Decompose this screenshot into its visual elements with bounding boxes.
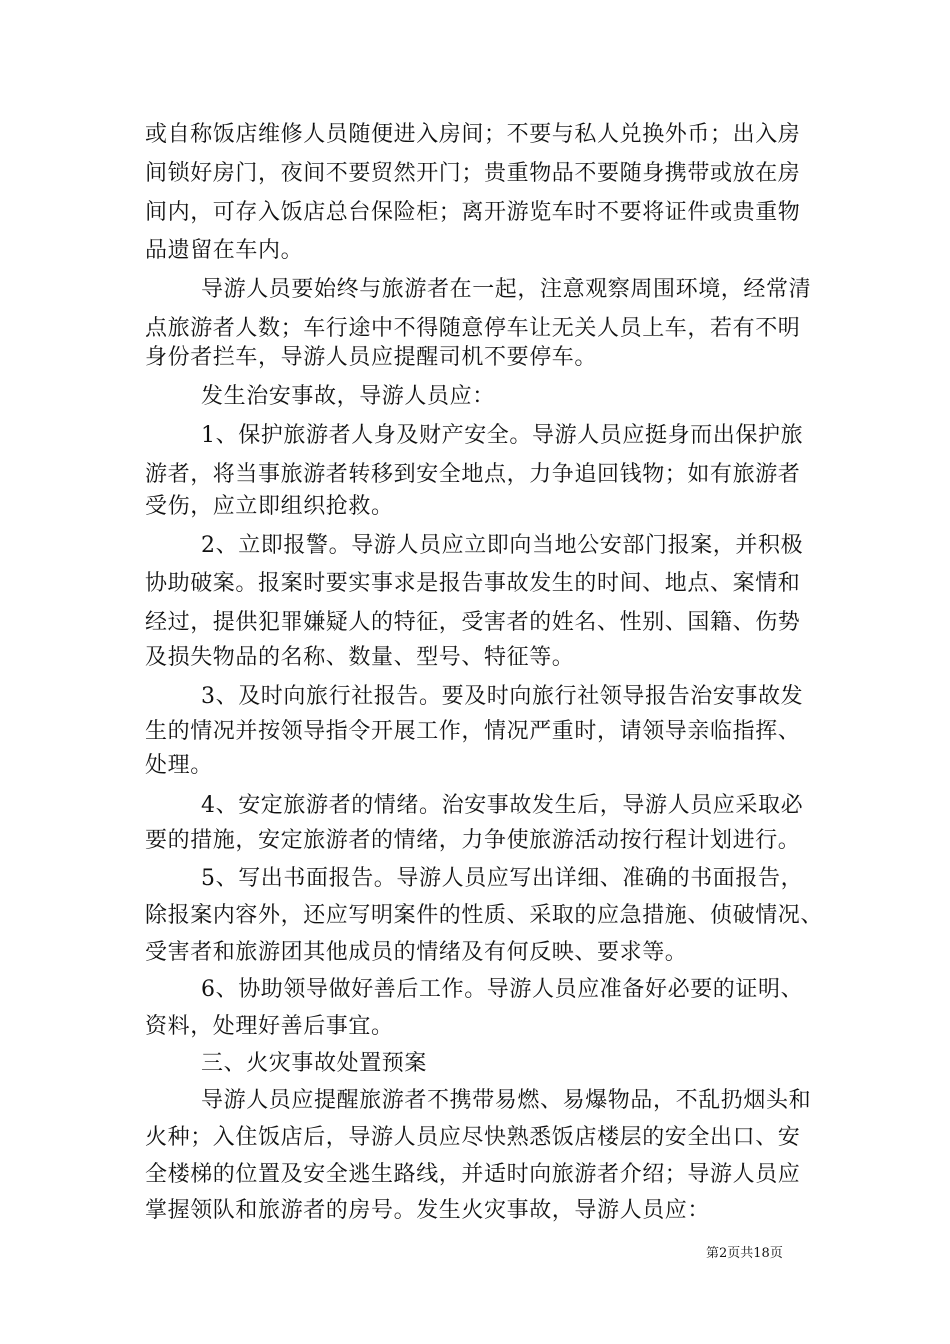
text-line: 协助破案。报案时要实事求是报告事故发生的时间、地点、案情和 bbox=[145, 571, 801, 596]
page-number: 第2页共18页 bbox=[706, 1246, 783, 1261]
text-line: 掌握领队和旅游者的房号。发生火灾事故，导游人员应： bbox=[145, 1198, 711, 1223]
text-line: 6、协助领导做好善后工作。导游人员应准备好必要的证明、 bbox=[201, 977, 804, 1002]
text-line: 及损失物品的名称、数量、型号、特征等。 bbox=[145, 645, 575, 670]
text-line: 受害者和旅游团其他成员的情绪及有何反映、要求等。 bbox=[145, 940, 688, 965]
text-line: 除报案内容外，还应写明案件的性质、采取的应急措施、侦破情况、 bbox=[145, 903, 824, 928]
text-line: 全楼梯的位置及安全逃生路线，并适时向旅游者介绍；导游人员应 bbox=[145, 1162, 801, 1187]
text-line: 间内，可存入饭店总台保险柜；离开游览车时不要将证件或贵重物 bbox=[145, 200, 801, 225]
text-line: 5、写出书面报告。导游人员应写出详细、准确的书面报告， bbox=[201, 866, 804, 891]
text-line: 4、安定旅游者的情绪。治安事故发生后，导游人员应采取必 bbox=[201, 793, 804, 818]
text-line: 处理。 bbox=[145, 753, 213, 778]
text-line: 3、及时向旅行社报告。要及时向旅行社领导报告治安事故发 bbox=[201, 684, 804, 709]
text-line: 发生治安事故，导游人员应： bbox=[201, 384, 495, 409]
text-line: 1、保护旅游者人身及财产安全。导游人员应挺身而出保护旅 bbox=[201, 423, 804, 448]
text-line: 导游人员应提醒旅游者不携带易燃、易爆物品，不乱扔烟头和 bbox=[201, 1088, 812, 1113]
text-line: 点旅游者人数；车行途中不得随意停车让无关人员上车，若有不明 bbox=[145, 316, 801, 341]
text-line: 品遗留在车内。 bbox=[145, 238, 304, 263]
text-line: 生的情况并按领导指令开展工作，情况严重时，请领导亲临指挥、 bbox=[145, 719, 801, 744]
text-line: 要的措施，安定旅游者的情绪，力争使旅游活动按行程计划进行。 bbox=[145, 828, 801, 853]
section-heading: 三、火灾事故处置预案 bbox=[201, 1051, 428, 1076]
text-line: 或自称饭店维修人员随便进入房间；不要与私人兑换外币；出入房 bbox=[145, 122, 801, 147]
text-line: 2、立即报警。导游人员应立即向当地公安部门报案，并积极 bbox=[201, 533, 804, 558]
text-line: 资料，处理好善后事宜。 bbox=[145, 1014, 394, 1039]
text-line: 受伤，应立即组织抢救。 bbox=[145, 494, 394, 519]
text-line: 间锁好房门，夜间不要贸然开门；贵重物品不要随身携带或放在房 bbox=[145, 161, 801, 186]
text-line: 导游人员要始终与旅游者在一起，注意观察周围环境，经常清 bbox=[201, 277, 812, 302]
text-line: 游者，将当事旅游者转移到安全地点，力争追回钱物；如有旅游者 bbox=[145, 462, 801, 487]
text-line: 经过，提供犯罪嫌疑人的特征，受害者的姓名、性别、国籍、伤势 bbox=[145, 610, 801, 635]
text-line: 身份者拦车，导游人员应提醒司机不要停车。 bbox=[145, 345, 598, 370]
text-line: 火种；入住饭店后，导游人员应尽快熟悉饭店楼层的安全出口、安 bbox=[145, 1125, 801, 1150]
